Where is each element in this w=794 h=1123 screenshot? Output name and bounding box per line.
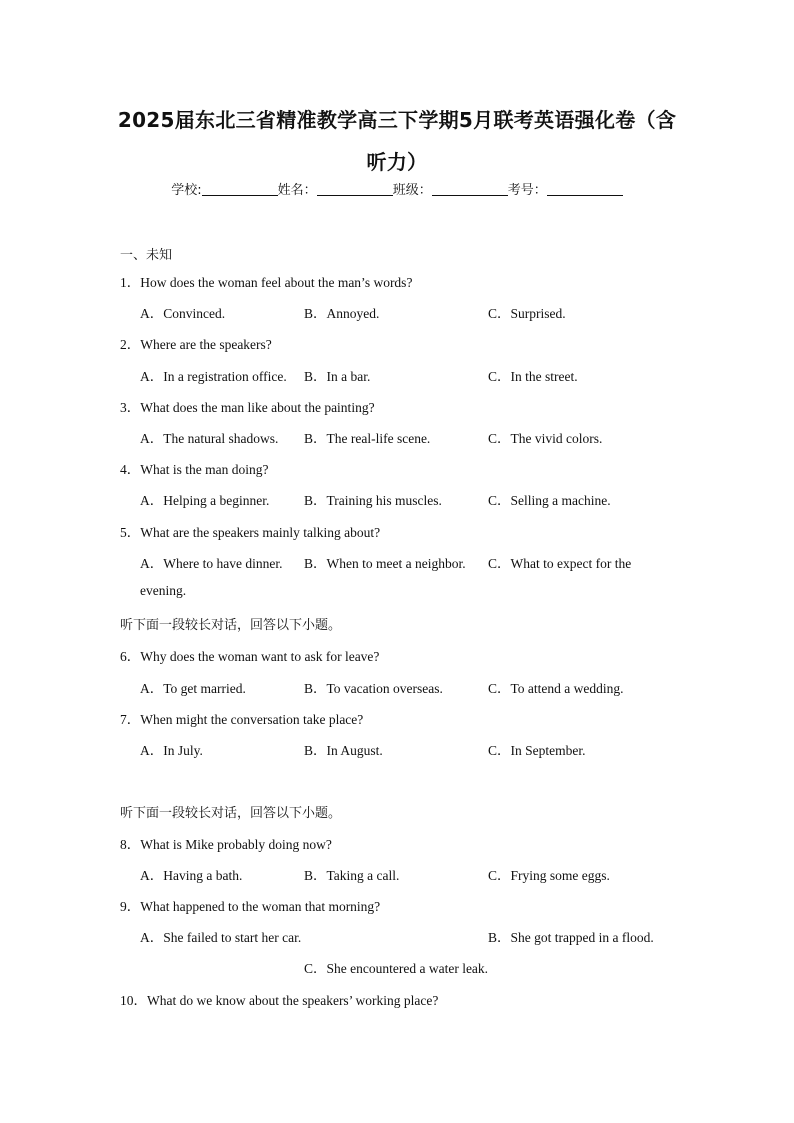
section-heading: 一、未知 [120, 248, 173, 263]
question-2-option-b[interactable]: B．In a bar. [304, 369, 371, 384]
question-7-option-a[interactable]: A．In July. [140, 743, 203, 758]
question-9-stem: 9．What happened to the woman that morning? [120, 899, 381, 914]
question-6-stem: 6．Why does the woman want to ask for leave? [120, 649, 380, 664]
long-dialogue-instruction: 听下面一段较长对话，回答以下小题。 [120, 618, 342, 633]
question-1-option-a[interactable]: A．Convinced. [140, 306, 226, 321]
question-4-option-b[interactable]: B．Training his muscles. [304, 493, 442, 508]
question-1-option-b[interactable]: B．Annoyed. [304, 306, 380, 321]
question-5-option-a[interactable]: A．Where to have dinner. [140, 556, 283, 571]
question-10-stem: 10．What do we know about the speakers’ working place? [120, 993, 439, 1008]
question-5-option-c-continued: evening. [140, 583, 187, 598]
question-8-option-a[interactable]: A．Having a bath. [140, 868, 243, 883]
question-1-stem: 1．How does the woman feel about the man’s words? [120, 275, 413, 290]
question-8-stem: 8．What is Mike probably doing now? [120, 837, 332, 852]
question-2-option-c[interactable]: C．In the street. [488, 369, 578, 384]
school-blank[interactable] [202, 183, 278, 196]
class-blank[interactable] [432, 183, 508, 196]
question-5-stem: 5．What are the speakers mainly talking about? [120, 525, 381, 540]
question-5-option-c[interactable]: C．What to expect for the [488, 556, 632, 571]
name-label: 姓名： [277, 183, 317, 198]
question-8-option-c[interactable]: C．Frying some eggs. [488, 868, 610, 883]
question-7-option-c[interactable]: C．In September. [488, 743, 586, 758]
question-8-option-b[interactable]: B．Taking a call. [304, 868, 400, 883]
question-3-option-a[interactable]: A．The natural shadows. [140, 431, 279, 446]
question-3-option-c[interactable]: C．The vivid colors. [488, 431, 603, 446]
question-1-option-c[interactable]: C．Surprised. [488, 306, 566, 321]
question-6-option-c[interactable]: C．To attend a wedding. [488, 681, 624, 696]
long-dialogue-instruction: 听下面一段较长对话，回答以下小题。 [120, 806, 342, 821]
student-info-row [0, 179, 794, 198]
question-4-option-c[interactable]: C．Selling a machine. [488, 493, 611, 508]
question-9-option-a[interactable]: A．She failed to start her car. [140, 930, 302, 945]
question-7-stem: 7．When might the conversation take place? [120, 712, 364, 727]
question-7-option-b[interactable]: B．In August. [304, 743, 383, 758]
question-9-option-b[interactable]: B．She got trapped in a flood. [488, 930, 654, 945]
school-label: 学校: [171, 183, 202, 198]
question-2-option-a[interactable]: A．In a registration office. [140, 369, 287, 384]
question-6-option-a[interactable]: A．To get married. [140, 681, 246, 696]
document-title-line1: 2025届东北三省精准教学高三下学期5月联考英语强化卷（含 [117, 108, 677, 132]
question-2-stem: 2．Where are the speakers? [120, 337, 272, 352]
class-label: 班级： [392, 183, 432, 198]
name-blank[interactable] [317, 183, 393, 196]
question-6-option-b[interactable]: B．To vacation overseas. [304, 681, 443, 696]
document-title-line2: 听力） [366, 150, 428, 174]
question-4-option-a[interactable]: A．Helping a beginner. [140, 493, 270, 508]
question-3-stem: 3．What does the man like about the painting? [120, 400, 375, 415]
question-9-option-c[interactable]: C．She encountered a water leak. [304, 961, 489, 976]
exam-number-blank[interactable] [547, 183, 623, 196]
exam-number-label: 考号： [507, 183, 547, 198]
question-3-option-b[interactable]: B．The real-life scene. [304, 431, 431, 446]
question-4-stem: 4．What is the man doing? [120, 462, 269, 477]
question-5-option-b[interactable]: B．When to meet a neighbor. [304, 556, 466, 571]
